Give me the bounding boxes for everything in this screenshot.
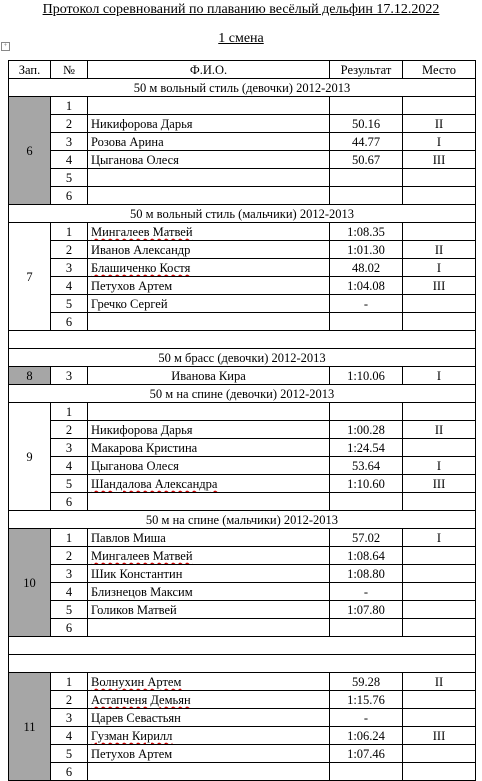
- result-time: 1:01.30: [330, 241, 403, 259]
- result-time: 53.64: [330, 457, 403, 475]
- swimmer-name: [88, 745, 330, 763]
- swimmer-name: [88, 493, 330, 511]
- lane-number: 1: [51, 223, 88, 241]
- swimmer-name-text: Павлов Миша: [91, 530, 166, 545]
- swimmer-name-text: Шик Константин: [91, 566, 183, 581]
- header-place: Место: [403, 61, 476, 79]
- lane-number: 4: [51, 457, 88, 475]
- place: [403, 313, 476, 331]
- swimmer-name-text: Иванова Кира: [171, 368, 246, 383]
- table-row: [9, 709, 476, 727]
- heat-number: 8: [9, 367, 51, 385]
- table-row: [9, 295, 476, 313]
- table-row: [9, 277, 476, 295]
- place: [403, 745, 476, 763]
- table-row: [9, 241, 476, 259]
- lane-number: 3: [51, 565, 88, 583]
- swimmer-name: [88, 277, 330, 295]
- lane-number: 6: [51, 619, 88, 637]
- lane-number: 1: [51, 403, 88, 421]
- swimmer-name-text: Розова Арина: [91, 134, 164, 149]
- lane-number: 1: [51, 673, 88, 691]
- result-time: [330, 403, 403, 421]
- swimmer-name: [88, 241, 330, 259]
- place: [403, 763, 476, 781]
- swimmer-name-text: Гречко Сергей: [91, 296, 168, 311]
- place: [403, 583, 476, 601]
- result-time: 1:04.08: [330, 277, 403, 295]
- lane-number: 6: [51, 493, 88, 511]
- table-row: [9, 619, 476, 637]
- header-num: №: [51, 61, 88, 79]
- table-row: [9, 115, 476, 133]
- result-time: 1:10.60: [330, 475, 403, 493]
- swimmer-name: [88, 457, 330, 475]
- place: I: [403, 367, 476, 385]
- table-row: [9, 601, 476, 619]
- table-row: [9, 313, 476, 331]
- header-result: Результат: [330, 61, 403, 79]
- spacer-row: [9, 637, 476, 655]
- place: [403, 97, 476, 115]
- place: III: [403, 475, 476, 493]
- section-title: 50 м брасс (девочки) 2012-2013: [9, 349, 476, 367]
- place: [403, 709, 476, 727]
- swimmer-name-text: Никифорова Дарья: [91, 422, 193, 437]
- place: [403, 691, 476, 709]
- swimmer-name-text: Цыганова Олеся: [91, 152, 179, 167]
- lane-number: 5: [51, 601, 88, 619]
- result-time: 48.02: [330, 259, 403, 277]
- lane-number: 6: [51, 187, 88, 205]
- lane-number: 3: [51, 259, 88, 277]
- place: I: [403, 133, 476, 151]
- table-row: [9, 745, 476, 763]
- result-time: [330, 619, 403, 637]
- table-row: [9, 133, 476, 151]
- swimmer-name: [88, 403, 330, 421]
- result-time: 57.02: [330, 529, 403, 547]
- swimmer-name: [88, 367, 330, 385]
- table-row: [9, 673, 476, 691]
- result-time: 1:08.35: [330, 223, 403, 241]
- table-row: [9, 403, 476, 421]
- place: I: [403, 529, 476, 547]
- table-row: [9, 187, 476, 205]
- place: II: [403, 241, 476, 259]
- result-time: 1:00.28: [330, 421, 403, 439]
- swimmer-name: [88, 439, 330, 457]
- swimmer-name-text: Петухов Артем: [91, 278, 173, 293]
- swimmer-name-text: Цыганова Олеся: [91, 458, 179, 473]
- result-time: -: [330, 709, 403, 727]
- result-time: 59.28: [330, 673, 403, 691]
- swimmer-name-text: Мингалеев Матвей: [91, 224, 193, 239]
- swimmer-name: [88, 601, 330, 619]
- swimmer-name: [88, 421, 330, 439]
- swimmer-name: [88, 763, 330, 781]
- result-time: [330, 169, 403, 187]
- table-row: [9, 565, 476, 583]
- swimmer-name: [88, 259, 330, 277]
- place: III: [403, 277, 476, 295]
- table-row: [9, 493, 476, 511]
- table-row: [9, 97, 476, 115]
- section-title: 50 м на спине (девочки) 2012-2013: [9, 385, 476, 403]
- table-row: [9, 727, 476, 745]
- lane-number: 1: [51, 97, 88, 115]
- swimmer-name: [88, 619, 330, 637]
- table-row: [9, 151, 476, 169]
- section-title: [9, 655, 476, 673]
- results-body: [9, 79, 476, 781]
- result-time: 1:06.24: [330, 727, 403, 745]
- section-title-row: [9, 511, 476, 529]
- place: [403, 187, 476, 205]
- swimmer-name: [88, 547, 330, 565]
- swimmer-name: [88, 565, 330, 583]
- table-row: [9, 457, 476, 475]
- header-row: [9, 61, 476, 79]
- section-title: 50 м на спине (мальчики) 2012-2013: [9, 511, 476, 529]
- lane-number: 6: [51, 313, 88, 331]
- section-title: 50 м вольный стиль (девочки) 2012-2013: [9, 79, 476, 97]
- result-time: 50.16: [330, 115, 403, 133]
- swimmer-name: [88, 169, 330, 187]
- swimmer-name: [88, 187, 330, 205]
- section-title-row: [9, 349, 476, 367]
- lane-number: 6: [51, 763, 88, 781]
- swimmer-name-text: Близнецов Максим: [91, 584, 193, 599]
- place: [403, 169, 476, 187]
- section-title-row: [9, 385, 476, 403]
- place: [403, 439, 476, 457]
- swimmer-name-text: Голиков Матвей: [91, 602, 177, 617]
- swimmer-name-text: Мингалеев Матвей: [91, 548, 193, 563]
- swimmer-name-text: Гузман Кирилл: [91, 728, 173, 743]
- swimmer-name-text: Иванов Александр: [91, 242, 191, 257]
- place: [403, 565, 476, 583]
- table-row: [9, 529, 476, 547]
- place: [403, 403, 476, 421]
- swimmer-name: [88, 673, 330, 691]
- table-row: [9, 421, 476, 439]
- lane-number: 4: [51, 583, 88, 601]
- lane-number: 4: [51, 277, 88, 295]
- lane-number: 3: [51, 133, 88, 151]
- place: [403, 295, 476, 313]
- lane-number: 2: [51, 421, 88, 439]
- lane-number: 3: [51, 439, 88, 457]
- result-time: -: [330, 583, 403, 601]
- result-time: [330, 97, 403, 115]
- result-time: 1:07.46: [330, 745, 403, 763]
- header-zap: Зап.: [9, 61, 51, 79]
- lane-number: 3: [51, 709, 88, 727]
- result-time: [330, 493, 403, 511]
- table-anchor-icon[interactable]: +: [1, 42, 10, 51]
- place: [403, 547, 476, 565]
- result-time: [330, 187, 403, 205]
- swimmer-name: [88, 151, 330, 169]
- result-time: 1:08.64: [330, 547, 403, 565]
- header-name: Ф.И.О.: [88, 61, 330, 79]
- lane-number: 1: [51, 529, 88, 547]
- heat-number: 11: [9, 673, 51, 781]
- lane-number: 5: [51, 295, 88, 313]
- place: I: [403, 259, 476, 277]
- result-time: [330, 763, 403, 781]
- lane-number: 3: [51, 367, 88, 385]
- table-row: [9, 439, 476, 457]
- swimmer-name: [88, 97, 330, 115]
- lane-number: 5: [51, 745, 88, 763]
- lane-number: 5: [51, 169, 88, 187]
- document-title: Протокол соревнований по плаванию весёлый дельфин 17.12.2022: [42, 2, 440, 17]
- result-time: 1:15.76: [330, 691, 403, 709]
- place: [403, 493, 476, 511]
- spacer-cell: [9, 331, 476, 349]
- swimmer-name: [88, 115, 330, 133]
- table-row: [9, 169, 476, 187]
- swimmer-name-text: Волнухин Артем: [91, 674, 182, 689]
- swimmer-name: [88, 295, 330, 313]
- table-row: [9, 583, 476, 601]
- lane-number: 5: [51, 475, 88, 493]
- result-time: 1:24.54: [330, 439, 403, 457]
- table-row: [9, 691, 476, 709]
- section-title-row: [9, 205, 476, 223]
- swimmer-name: [88, 529, 330, 547]
- swimmer-name-text: Никифорова Дарья: [91, 116, 193, 131]
- place: III: [403, 151, 476, 169]
- section-title-row: [9, 655, 476, 673]
- table-row: [9, 223, 476, 241]
- lane-number: 4: [51, 151, 88, 169]
- result-time: 44.77: [330, 133, 403, 151]
- result-time: -: [330, 295, 403, 313]
- swimmer-name: [88, 223, 330, 241]
- place: [403, 223, 476, 241]
- table-row: [9, 259, 476, 277]
- swimmer-name: [88, 313, 330, 331]
- swimmer-name-text: Блашиченко Костя: [91, 260, 191, 275]
- spacer-row: [9, 331, 476, 349]
- swimmer-name: [88, 133, 330, 151]
- lane-number: 4: [51, 727, 88, 745]
- heat-number: 10: [9, 529, 51, 637]
- table-row: [9, 763, 476, 781]
- swimmer-name-text: Петухов Артем: [91, 746, 173, 761]
- result-time: [330, 313, 403, 331]
- result-time: 1:07.80: [330, 601, 403, 619]
- swimmer-name: [88, 583, 330, 601]
- place: II: [403, 673, 476, 691]
- swimmer-name-text: Царев Севастьян: [91, 710, 181, 725]
- lane-number: 2: [51, 241, 88, 259]
- table-row: [9, 367, 476, 385]
- shift-label: 1 смена: [218, 31, 264, 46]
- swimmer-name-text: Астапченя Демьян: [91, 692, 191, 707]
- section-title: 50 м вольный стиль (мальчики) 2012-2013: [9, 205, 476, 223]
- lane-number: 2: [51, 547, 88, 565]
- section-title-row: [9, 79, 476, 97]
- lane-number: 2: [51, 691, 88, 709]
- place: I: [403, 457, 476, 475]
- heat-number: 9: [9, 403, 51, 511]
- table-row: [9, 475, 476, 493]
- place: [403, 601, 476, 619]
- place: III: [403, 727, 476, 745]
- heat-number: 7: [9, 223, 51, 331]
- heat-number: 6: [9, 97, 51, 205]
- results-table: [8, 60, 476, 781]
- swimmer-name: [88, 691, 330, 709]
- swimmer-name: [88, 475, 330, 493]
- result-time: 1:08.80: [330, 565, 403, 583]
- table-row: [9, 547, 476, 565]
- place: [403, 619, 476, 637]
- place: II: [403, 115, 476, 133]
- swimmer-name-text: Макарова Кристина: [91, 440, 198, 455]
- result-time: 50.67: [330, 151, 403, 169]
- swimmer-name: [88, 709, 330, 727]
- swimmer-name-text: Шандалова Александра: [91, 476, 218, 491]
- spacer-cell: [9, 637, 476, 655]
- lane-number: 2: [51, 115, 88, 133]
- swimmer-name: [88, 727, 330, 745]
- result-time: 1:10.06: [330, 367, 403, 385]
- place: II: [403, 421, 476, 439]
